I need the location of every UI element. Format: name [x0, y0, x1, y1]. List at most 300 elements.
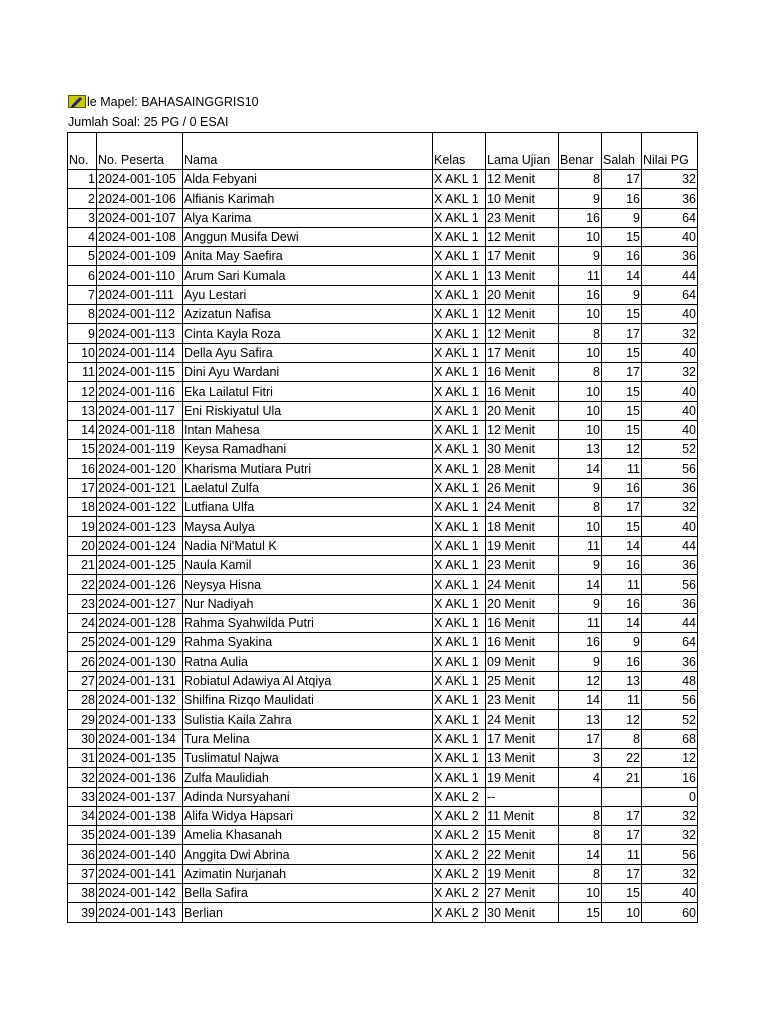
col-no-peserta-cell: 2024-001-123 — [97, 517, 183, 536]
col-kelas-cell: X AKL 2 — [433, 826, 486, 845]
col-no-peserta-cell: 2024-001-106 — [97, 189, 183, 208]
col-nilai-pg-cell: 36 — [642, 652, 698, 671]
col-lama-ujian-cell: 17 Menit — [486, 729, 559, 748]
col-salah-cell: 16 — [602, 555, 642, 574]
col-no-peserta-cell: 2024-001-126 — [97, 575, 183, 594]
col-no-cell: 11 — [68, 362, 97, 381]
table-row — [68, 305, 698, 324]
col-benar-cell: 4 — [559, 768, 602, 787]
col-lama-ujian-cell: 16 Menit — [486, 362, 559, 381]
col-lama-ujian-cell: 12 Menit — [486, 227, 559, 246]
table-row — [68, 517, 698, 536]
table-row — [68, 208, 698, 227]
col-benar-cell: 9 — [559, 478, 602, 497]
col-lama-ujian-cell: 11 Menit — [486, 806, 559, 825]
col-lama-ujian-cell: 19 Menit — [486, 768, 559, 787]
table-row — [68, 768, 698, 787]
col-nilai-pg-cell: 36 — [642, 247, 698, 266]
col-lama-ujian-cell: 18 Menit — [486, 517, 559, 536]
col-salah-cell: 17 — [602, 806, 642, 825]
col-no-peserta-cell: 2024-001-110 — [97, 266, 183, 285]
col-no-cell: 5 — [68, 247, 97, 266]
col-kelas-cell: X AKL 1 — [433, 401, 486, 420]
col-lama-ujian-cell: 15 Menit — [486, 826, 559, 845]
col-kelas-cell: X AKL 1 — [433, 768, 486, 787]
col-salah-cell: 16 — [602, 478, 642, 497]
col-nama-cell: Anita May Saefira — [183, 247, 433, 266]
col-benar-cell: 14 — [559, 575, 602, 594]
col-benar-cell: 10 — [559, 883, 602, 902]
col-lama-ujian-header: Lama Ujian — [486, 133, 559, 170]
col-kelas-cell: X AKL 1 — [433, 324, 486, 343]
col-benar-header: Benar — [559, 133, 602, 170]
col-salah-cell: 16 — [602, 189, 642, 208]
table-row — [68, 362, 698, 381]
col-nilai-pg-cell: 44 — [642, 613, 698, 632]
col-benar-cell: 8 — [559, 498, 602, 517]
col-benar-cell: 10 — [559, 382, 602, 401]
col-benar-cell: 17 — [559, 729, 602, 748]
col-nama-cell: Ratna Aulia — [183, 652, 433, 671]
col-lama-ujian-cell: 23 Menit — [486, 555, 559, 574]
table-row — [68, 575, 698, 594]
col-kelas-cell: X AKL 1 — [433, 498, 486, 517]
col-no-cell: 25 — [68, 633, 97, 652]
col-nama-cell: Keysa Ramadhani — [183, 440, 433, 459]
table-body — [68, 170, 698, 923]
col-no-cell: 30 — [68, 729, 97, 748]
col-no-cell: 8 — [68, 305, 97, 324]
col-nama-cell: Bella Safira — [183, 883, 433, 902]
col-kelas-cell: X AKL 1 — [433, 710, 486, 729]
col-kelas-cell: X AKL 2 — [433, 864, 486, 883]
mapel-heading — [68, 94, 259, 110]
col-lama-ujian-cell: 09 Menit — [486, 652, 559, 671]
col-salah-cell: 22 — [602, 748, 642, 767]
col-no-cell: 9 — [68, 324, 97, 343]
col-nama-cell: Anggun Musifa Dewi — [183, 227, 433, 246]
table-row — [68, 691, 698, 710]
col-no-peserta-cell: 2024-001-115 — [97, 362, 183, 381]
col-nilai-pg-cell: 12 — [642, 748, 698, 767]
col-salah-cell: 15 — [602, 420, 642, 439]
table-row — [68, 787, 698, 806]
col-kelas-cell: X AKL 1 — [433, 652, 486, 671]
col-benar-cell: 14 — [559, 459, 602, 478]
col-no-peserta-cell: 2024-001-125 — [97, 555, 183, 574]
col-nama-cell: Alya Karima — [183, 208, 433, 227]
col-lama-ujian-cell: 16 Menit — [486, 633, 559, 652]
table-row — [68, 710, 698, 729]
col-nilai-pg-cell: 56 — [642, 691, 698, 710]
col-nilai-pg-cell: 40 — [642, 343, 698, 362]
col-no-cell: 39 — [68, 903, 97, 922]
col-nilai-pg-cell: 32 — [642, 806, 698, 825]
col-nama-cell: Berlian — [183, 903, 433, 922]
col-lama-ujian-cell: 12 Menit — [486, 170, 559, 189]
col-no-peserta-cell: 2024-001-127 — [97, 594, 183, 613]
col-no-peserta-cell: 2024-001-122 — [97, 498, 183, 517]
col-kelas-header: Kelas — [433, 133, 486, 170]
col-nama-cell: Naula Kamil — [183, 555, 433, 574]
col-nilai-pg-cell: 64 — [642, 633, 698, 652]
col-no-cell: 38 — [68, 883, 97, 902]
table-row — [68, 227, 698, 246]
col-no-peserta-cell: 2024-001-116 — [97, 382, 183, 401]
col-nama-cell: Arum Sari Kumala — [183, 266, 433, 285]
col-benar-cell: 8 — [559, 864, 602, 883]
col-no-cell: 28 — [68, 691, 97, 710]
col-no-cell: 12 — [68, 382, 97, 401]
col-salah-cell — [602, 787, 642, 806]
col-salah-cell: 21 — [602, 768, 642, 787]
col-kelas-cell: X AKL 1 — [433, 189, 486, 208]
col-no-peserta-cell: 2024-001-111 — [97, 285, 183, 304]
col-no-cell: 17 — [68, 478, 97, 497]
col-kelas-cell: X AKL 1 — [433, 575, 486, 594]
table-row — [68, 594, 698, 613]
col-benar-cell: 9 — [559, 652, 602, 671]
col-nilai-pg-cell: 40 — [642, 382, 698, 401]
col-nama-cell: Eni Riskiyatul Ula — [183, 401, 433, 420]
col-nama-cell: Tura Melina — [183, 729, 433, 748]
col-nama-cell: Anggita Dwi Abrina — [183, 845, 433, 864]
col-benar-cell: 16 — [559, 208, 602, 227]
col-no-cell: 29 — [68, 710, 97, 729]
col-no-peserta-cell: 2024-001-107 — [97, 208, 183, 227]
col-kelas-cell: X AKL 2 — [433, 845, 486, 864]
col-no-cell: 37 — [68, 864, 97, 883]
col-salah-header: Salah — [602, 133, 642, 170]
col-no-peserta-cell: 2024-001-109 — [97, 247, 183, 266]
col-nama-cell: Alfianis Karimah — [183, 189, 433, 208]
col-lama-ujian-cell: 16 Menit — [486, 382, 559, 401]
table-row — [68, 806, 698, 825]
table-row — [68, 324, 698, 343]
col-lama-ujian-cell: 17 Menit — [486, 343, 559, 362]
table-row — [68, 189, 698, 208]
col-salah-cell: 14 — [602, 266, 642, 285]
col-kelas-cell: X AKL 1 — [433, 420, 486, 439]
col-no-peserta-cell: 2024-001-130 — [97, 652, 183, 671]
col-kelas-cell: X AKL 2 — [433, 883, 486, 902]
table-row — [68, 247, 698, 266]
col-kelas-cell: X AKL 1 — [433, 440, 486, 459]
col-salah-cell: 15 — [602, 883, 642, 902]
col-no-peserta-cell: 2024-001-140 — [97, 845, 183, 864]
col-kelas-cell: X AKL 1 — [433, 613, 486, 632]
col-salah-cell: 16 — [602, 594, 642, 613]
col-nilai-pg-cell: 60 — [642, 903, 698, 922]
col-kelas-cell: X AKL 1 — [433, 362, 486, 381]
col-lama-ujian-cell: -- — [486, 787, 559, 806]
col-nilai-pg-cell: 32 — [642, 362, 698, 381]
col-salah-cell: 11 — [602, 691, 642, 710]
col-nilai-pg-cell: 68 — [642, 729, 698, 748]
table-row — [68, 826, 698, 845]
col-benar-cell: 12 — [559, 671, 602, 690]
col-no-peserta-cell: 2024-001-131 — [97, 671, 183, 690]
col-no-peserta-cell: 2024-001-133 — [97, 710, 183, 729]
col-lama-ujian-cell: 28 Menit — [486, 459, 559, 478]
col-nilai-pg-cell: 56 — [642, 845, 698, 864]
table-row — [68, 498, 698, 517]
col-no-cell: 15 — [68, 440, 97, 459]
col-no-peserta-cell: 2024-001-121 — [97, 478, 183, 497]
col-no-cell: 1 — [68, 170, 97, 189]
col-no-cell: 10 — [68, 343, 97, 362]
col-nilai-pg-cell: 0 — [642, 787, 698, 806]
col-no-peserta-header: No. Peserta — [97, 133, 183, 170]
col-nama-cell: Alda Febyani — [183, 170, 433, 189]
col-no-cell: 34 — [68, 806, 97, 825]
mapel-label: le Mapel: BAHASAINGGRIS10 — [87, 95, 259, 109]
col-nama-cell: Tuslimatul Najwa — [183, 748, 433, 767]
col-no-cell: 18 — [68, 498, 97, 517]
col-benar-cell: 9 — [559, 189, 602, 208]
col-nama-cell: Eka Lailatul Fitri — [183, 382, 433, 401]
col-nama-cell: Kharisma Mutiara Putri — [183, 459, 433, 478]
col-kelas-cell: X AKL 2 — [433, 903, 486, 922]
col-benar-cell: 10 — [559, 305, 602, 324]
col-nilai-pg-cell: 40 — [642, 883, 698, 902]
col-nilai-pg-cell: 40 — [642, 517, 698, 536]
col-lama-ujian-cell: 24 Menit — [486, 575, 559, 594]
col-lama-ujian-cell: 16 Menit — [486, 613, 559, 632]
col-lama-ujian-cell: 19 Menit — [486, 536, 559, 555]
col-salah-cell: 17 — [602, 324, 642, 343]
col-kelas-cell: X AKL 1 — [433, 343, 486, 362]
score-table — [67, 132, 698, 923]
col-no-peserta-cell: 2024-001-142 — [97, 883, 183, 902]
col-salah-cell: 8 — [602, 729, 642, 748]
col-kelas-cell: X AKL 1 — [433, 536, 486, 555]
col-nama-cell: Della Ayu Safira — [183, 343, 433, 362]
col-lama-ujian-cell: 20 Menit — [486, 401, 559, 420]
table-row — [68, 440, 698, 459]
col-kelas-cell: X AKL 1 — [433, 459, 486, 478]
col-salah-cell: 10 — [602, 903, 642, 922]
col-no-cell: 20 — [68, 536, 97, 555]
col-no-cell: 2 — [68, 189, 97, 208]
col-no-cell: 33 — [68, 787, 97, 806]
col-nilai-pg-cell: 52 — [642, 710, 698, 729]
col-salah-cell: 17 — [602, 864, 642, 883]
col-nama-cell: Shilfina Rizqo Maulidati — [183, 691, 433, 710]
col-kelas-cell: X AKL 1 — [433, 671, 486, 690]
col-kelas-cell: X AKL 1 — [433, 170, 486, 189]
col-kelas-cell: X AKL 1 — [433, 594, 486, 613]
col-nama-cell: Neysya Hisna — [183, 575, 433, 594]
col-benar-cell: 11 — [559, 266, 602, 285]
col-nama-cell: Maysa Aulya — [183, 517, 433, 536]
col-lama-ujian-cell: 12 Menit — [486, 420, 559, 439]
table-row — [68, 864, 698, 883]
table-row — [68, 285, 698, 304]
col-kelas-cell: X AKL 1 — [433, 729, 486, 748]
col-nama-cell: Rahma Syakina — [183, 633, 433, 652]
col-no-peserta-cell: 2024-001-108 — [97, 227, 183, 246]
col-salah-cell: 16 — [602, 247, 642, 266]
col-nama-cell: Cinta Kayla Roza — [183, 324, 433, 343]
col-nilai-pg-header: Nilai PG — [642, 133, 698, 170]
col-kelas-cell: X AKL 1 — [433, 691, 486, 710]
col-no-peserta-cell: 2024-001-137 — [97, 787, 183, 806]
col-salah-cell: 15 — [602, 401, 642, 420]
col-salah-cell: 17 — [602, 170, 642, 189]
col-nilai-pg-cell: 32 — [642, 498, 698, 517]
col-kelas-cell: X AKL 1 — [433, 748, 486, 767]
col-salah-cell: 17 — [602, 826, 642, 845]
col-no-peserta-cell: 2024-001-135 — [97, 748, 183, 767]
col-benar-cell: 8 — [559, 826, 602, 845]
col-nilai-pg-cell: 44 — [642, 536, 698, 555]
col-kelas-cell: X AKL 1 — [433, 382, 486, 401]
jumlah-soal-label: Jumlah Soal: 25 PG / 0 ESAI — [68, 115, 229, 129]
col-lama-ujian-cell: 30 Menit — [486, 903, 559, 922]
col-nama-cell: Ayu Lestari — [183, 285, 433, 304]
col-nilai-pg-cell: 56 — [642, 459, 698, 478]
table-row — [68, 478, 698, 497]
pencil-icon — [68, 95, 86, 108]
table-row — [68, 748, 698, 767]
col-no-cell: 6 — [68, 266, 97, 285]
col-nilai-pg-cell: 36 — [642, 478, 698, 497]
col-salah-cell: 13 — [602, 671, 642, 690]
col-nilai-pg-cell: 32 — [642, 864, 698, 883]
col-nama-cell: Sulistia Kaila Zahra — [183, 710, 433, 729]
col-lama-ujian-cell: 20 Menit — [486, 285, 559, 304]
col-kelas-cell: X AKL 1 — [433, 555, 486, 574]
table-row — [68, 170, 698, 189]
col-benar-cell: 10 — [559, 343, 602, 362]
col-no-peserta-cell: 2024-001-139 — [97, 826, 183, 845]
table-row — [68, 266, 698, 285]
col-nilai-pg-cell: 64 — [642, 208, 698, 227]
col-no-peserta-cell: 2024-001-114 — [97, 343, 183, 362]
col-salah-cell: 12 — [602, 440, 642, 459]
col-benar-cell: 13 — [559, 710, 602, 729]
col-no-cell: 4 — [68, 227, 97, 246]
table-row — [68, 613, 698, 632]
col-lama-ujian-cell: 24 Menit — [486, 710, 559, 729]
col-kelas-cell: X AKL 1 — [433, 478, 486, 497]
col-lama-ujian-cell: 26 Menit — [486, 478, 559, 497]
col-no-cell: 14 — [68, 420, 97, 439]
col-no-cell: 36 — [68, 845, 97, 864]
col-no-peserta-cell: 2024-001-117 — [97, 401, 183, 420]
col-no-peserta-cell: 2024-001-134 — [97, 729, 183, 748]
col-salah-cell: 15 — [602, 382, 642, 401]
table-row — [68, 845, 698, 864]
col-no-cell: 26 — [68, 652, 97, 671]
table-header-row — [68, 133, 698, 170]
col-no-peserta-cell: 2024-001-132 — [97, 691, 183, 710]
col-salah-cell: 14 — [602, 613, 642, 632]
col-lama-ujian-cell: 23 Menit — [486, 691, 559, 710]
col-nama-cell: Lutfiana Ulfa — [183, 498, 433, 517]
table-row — [68, 633, 698, 652]
col-nama-cell: Laelatul Zulfa — [183, 478, 433, 497]
col-no-peserta-cell: 2024-001-138 — [97, 806, 183, 825]
col-no-cell: 22 — [68, 575, 97, 594]
col-nama-cell: Zulfa Maulidiah — [183, 768, 433, 787]
col-benar-cell: 10 — [559, 420, 602, 439]
col-benar-cell: 11 — [559, 536, 602, 555]
col-kelas-cell: X AKL 1 — [433, 633, 486, 652]
col-nilai-pg-cell: 36 — [642, 594, 698, 613]
col-lama-ujian-cell: 13 Menit — [486, 266, 559, 285]
col-no-cell: 31 — [68, 748, 97, 767]
col-nilai-pg-cell: 44 — [642, 266, 698, 285]
col-benar-cell: 3 — [559, 748, 602, 767]
col-nama-cell: Nur Nadiyah — [183, 594, 433, 613]
col-no-cell: 35 — [68, 826, 97, 845]
col-lama-ujian-cell: 20 Menit — [486, 594, 559, 613]
col-kelas-cell: X AKL 1 — [433, 227, 486, 246]
col-lama-ujian-cell: 27 Menit — [486, 883, 559, 902]
col-no-cell: 27 — [68, 671, 97, 690]
col-benar-cell: 14 — [559, 691, 602, 710]
col-lama-ujian-cell: 25 Menit — [486, 671, 559, 690]
col-no-cell: 16 — [68, 459, 97, 478]
col-salah-cell: 11 — [602, 459, 642, 478]
col-no-peserta-cell: 2024-001-119 — [97, 440, 183, 459]
col-benar-cell: 9 — [559, 594, 602, 613]
col-salah-cell: 15 — [602, 227, 642, 246]
col-benar-cell: 9 — [559, 247, 602, 266]
col-no-cell: 13 — [68, 401, 97, 420]
col-no-peserta-cell: 2024-001-141 — [97, 864, 183, 883]
col-no-peserta-cell: 2024-001-124 — [97, 536, 183, 555]
col-benar-cell: 15 — [559, 903, 602, 922]
col-no-peserta-cell: 2024-001-112 — [97, 305, 183, 324]
col-nilai-pg-cell: 52 — [642, 440, 698, 459]
col-nama-cell: Dini Ayu Wardani — [183, 362, 433, 381]
col-salah-cell: 16 — [602, 652, 642, 671]
col-no-peserta-cell: 2024-001-136 — [97, 768, 183, 787]
col-no-header: No. — [68, 133, 97, 170]
col-nama-cell: Azimatin Nurjanah — [183, 864, 433, 883]
table-row — [68, 459, 698, 478]
col-salah-cell: 15 — [602, 517, 642, 536]
col-kelas-cell: X AKL 1 — [433, 266, 486, 285]
col-nilai-pg-cell: 32 — [642, 324, 698, 343]
col-salah-cell: 15 — [602, 343, 642, 362]
col-nama-cell: Amelia Khasanah — [183, 826, 433, 845]
table-row — [68, 883, 698, 902]
col-salah-cell: 9 — [602, 285, 642, 304]
table-row — [68, 382, 698, 401]
col-no-peserta-cell: 2024-001-129 — [97, 633, 183, 652]
col-benar-cell: 9 — [559, 555, 602, 574]
col-lama-ujian-cell: 30 Menit — [486, 440, 559, 459]
col-salah-cell: 9 — [602, 633, 642, 652]
col-no-cell: 3 — [68, 208, 97, 227]
col-no-cell: 19 — [68, 517, 97, 536]
col-kelas-cell: X AKL 1 — [433, 517, 486, 536]
col-no-cell: 24 — [68, 613, 97, 632]
col-nilai-pg-cell: 40 — [642, 227, 698, 246]
col-nilai-pg-cell: 16 — [642, 768, 698, 787]
col-benar-cell: 10 — [559, 227, 602, 246]
table-row — [68, 903, 698, 922]
col-lama-ujian-cell: 10 Menit — [486, 189, 559, 208]
col-nama-cell: Nadia Ni'Matul K — [183, 536, 433, 555]
col-nilai-pg-cell: 32 — [642, 170, 698, 189]
table-row — [68, 343, 698, 362]
col-salah-cell: 17 — [602, 362, 642, 381]
